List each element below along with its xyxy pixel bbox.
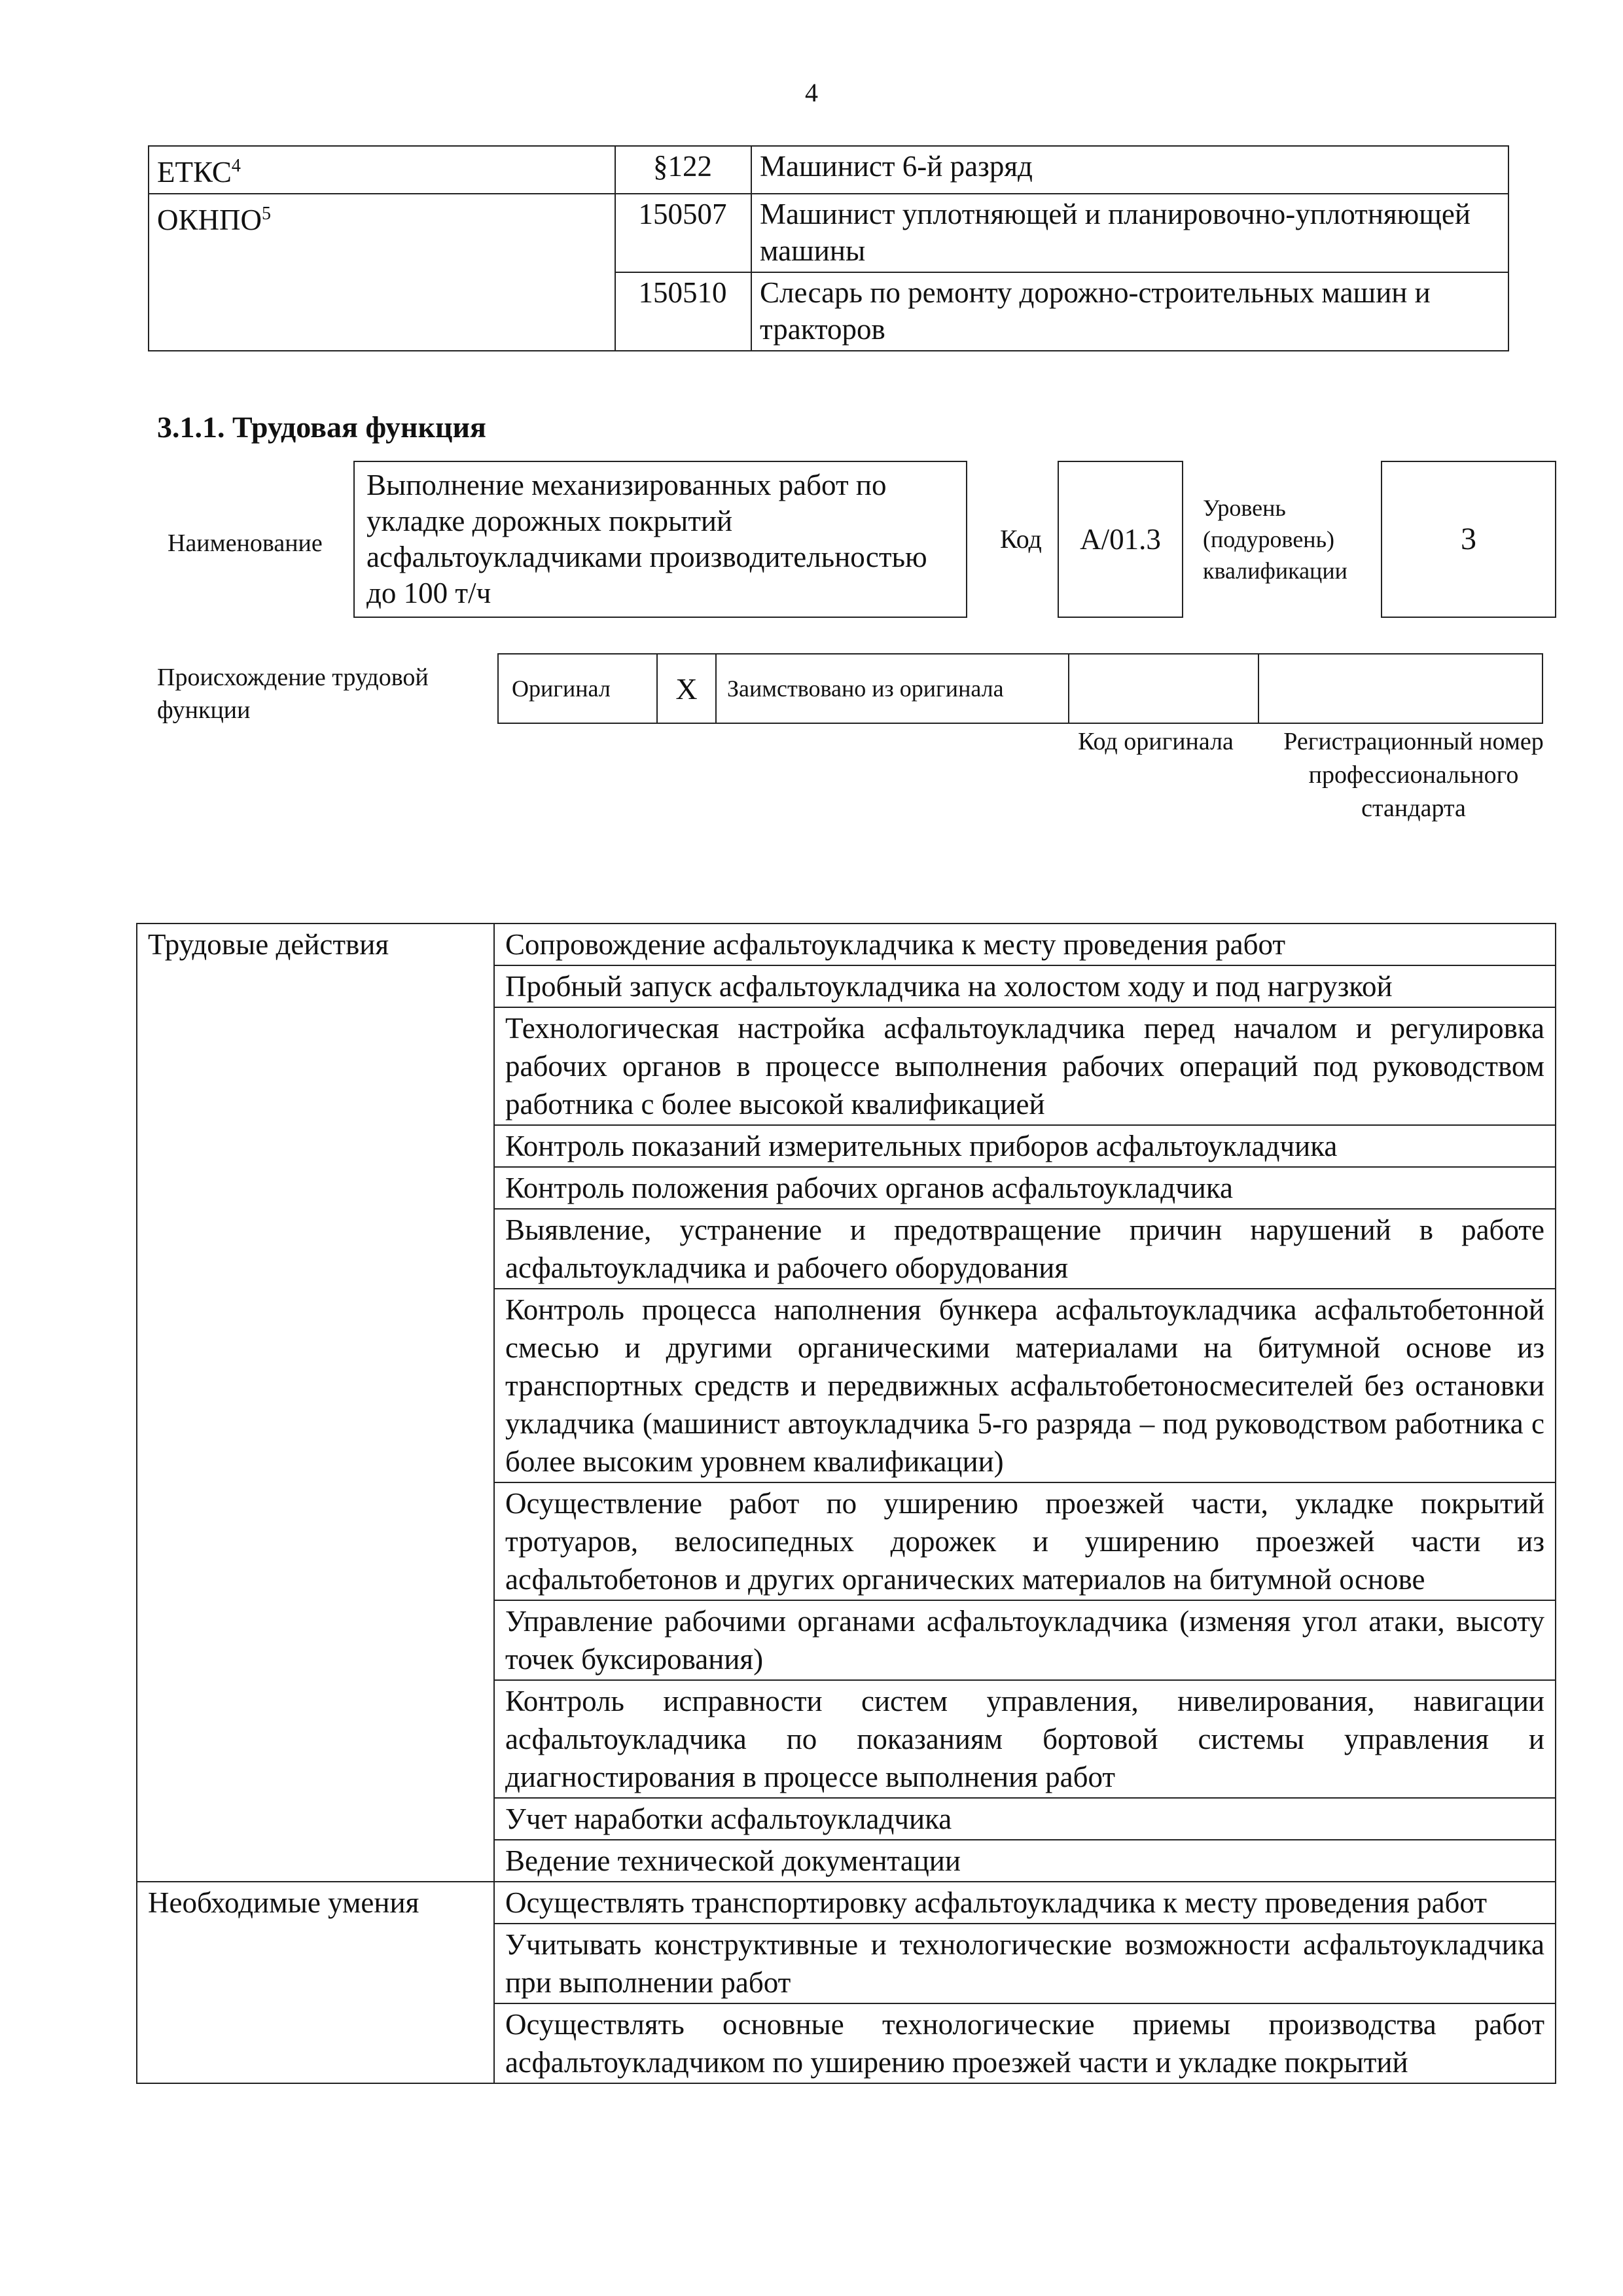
classifier-code: 150507: [615, 194, 751, 272]
level-label-line: (подуровень): [1203, 526, 1334, 552]
labor-action-row: [137, 924, 1556, 965]
codes-row: [149, 194, 1508, 272]
table-cell-item: Управление рабочими органами асфальтоукладчика (изменяя угол атаки, высоту точек буксирования): [494, 1600, 1556, 1680]
classifier-name-text: ЕТКС: [157, 156, 232, 188]
original-code-caption: Код оригинала: [1078, 728, 1234, 755]
page-number: 4: [805, 78, 818, 107]
section-heading: 3.1.1. Трудовая функция: [157, 410, 486, 444]
qualification-level-label: [1203, 492, 1347, 586]
table-cell-item: Выявление, устранение и предотвращение причин нарушений в работе асфальтоукладчика и рабочего оборудования: [494, 1209, 1556, 1289]
table-cell-item: Технологическая настройка асфальтоукладчика перед началом и регулировка рабочих органов в процессе выполнения рабочих операций под руководством работника с более высокой квалификацией: [494, 1007, 1556, 1125]
qualification-level-box: [1381, 461, 1556, 618]
classifier-title: Машинист уплотняющей и планировочно-уплотняющей машины: [751, 194, 1508, 272]
level-label-line: квалификации: [1203, 558, 1347, 584]
level-label-line: Уровень: [1203, 495, 1286, 521]
table-cell-item: Осуществлять основные технологические приемы производства работ асфальтоукладчиком по уширению проезжей части и укладке покрытий: [494, 2003, 1556, 2083]
classifier-code: §122: [615, 146, 751, 194]
origin-label: Происхождение трудовой функции: [157, 664, 429, 724]
table-cell-item: Учет наработки асфальтоукладчика: [494, 1798, 1556, 1840]
original-code-cell: [1069, 654, 1258, 723]
required-skill-row: [137, 1882, 1556, 1924]
function-code-value: А/01.3: [1080, 523, 1161, 556]
classifier-code: 150510: [615, 272, 751, 351]
labor-function-table: [136, 923, 1556, 2084]
classifier-name-text: ОКНПО: [157, 204, 262, 236]
table-cell-item: Контроль процесса наполнения бункера асфальтоукладчика асфальтобетонной смесью и другими органическими материалами на битумной основе из транспортных средств и передвижных асфальтобетоносмесителей без остановки укладчика (машинист автоукладчика 5-го разряда – под руководством работника с более высоким уровнем квалификации): [494, 1289, 1556, 1482]
registration-number-cell: [1258, 654, 1543, 723]
table-cell-item: Осуществление работ по уширению проезжей части, укладке покрытий тротуаров, велосипедных дорожек и уширению проезжей части из асфальтобетонов и других органических материалов на битумной основе: [494, 1482, 1556, 1600]
section-label: Необходимые умения: [137, 1882, 494, 2083]
table-cell-item: Учитывать конструктивные и технологические возможности асфальтоукладчика при выполнении работ: [494, 1924, 1556, 2003]
classifier-name: [149, 146, 615, 194]
origin-table: [497, 653, 1543, 724]
classifier-name: [149, 194, 615, 351]
classifier-title: Машинист 6-й разряд: [751, 146, 1508, 194]
registration-number-caption: Регистрационный номер профессионального стандарта: [1283, 728, 1544, 822]
table-cell-item: Контроль положения рабочих органов асфальтоукладчика: [494, 1167, 1556, 1209]
function-name-box: [353, 461, 967, 618]
footnote-mark: 4: [231, 156, 241, 176]
table-cell-item: Контроль исправности систем управления, нивелирования, навигации асфальтоукладчика по показаниям бортовой системы управления и диагностирования в процессе выполнения работ: [494, 1680, 1556, 1798]
table-cell-item: Контроль показаний измерительных приборов асфальтоукладчика: [494, 1125, 1556, 1167]
qualification-level-value: 3: [1461, 522, 1476, 556]
footnote-mark: 5: [262, 204, 272, 224]
classifier-title: Слесарь по ремонту дорожно-строительных машин и тракторов: [751, 272, 1508, 351]
function-code-box: [1058, 461, 1183, 618]
codes-table: [148, 145, 1509, 351]
original-label: Оригинал: [498, 654, 657, 723]
codes-row: [149, 146, 1508, 194]
function-name-value: Выполнение механизированных работ по укладке дорожных покрытий асфальтоукладчиками производительностью до 100 т/ч: [366, 469, 927, 609]
table-cell-item: Сопровождение асфальтоукладчика к месту проведения работ: [494, 924, 1556, 965]
name-label: Наименование: [168, 529, 323, 557]
borrowed-label: Заимствовано из оригинала: [716, 654, 1069, 723]
original-mark: X: [657, 654, 716, 723]
table-cell-item: Ведение технической документации: [494, 1840, 1556, 1882]
section-label: Трудовые действия: [137, 924, 494, 1882]
table-cell-item: Пробный запуск асфальтоукладчика на холостом ходу и под нагрузкой: [494, 965, 1556, 1007]
code-label: Код: [1000, 524, 1042, 554]
table-cell-item: Осуществлять транспортировку асфальтоукладчика к месту проведения работ: [494, 1882, 1556, 1924]
